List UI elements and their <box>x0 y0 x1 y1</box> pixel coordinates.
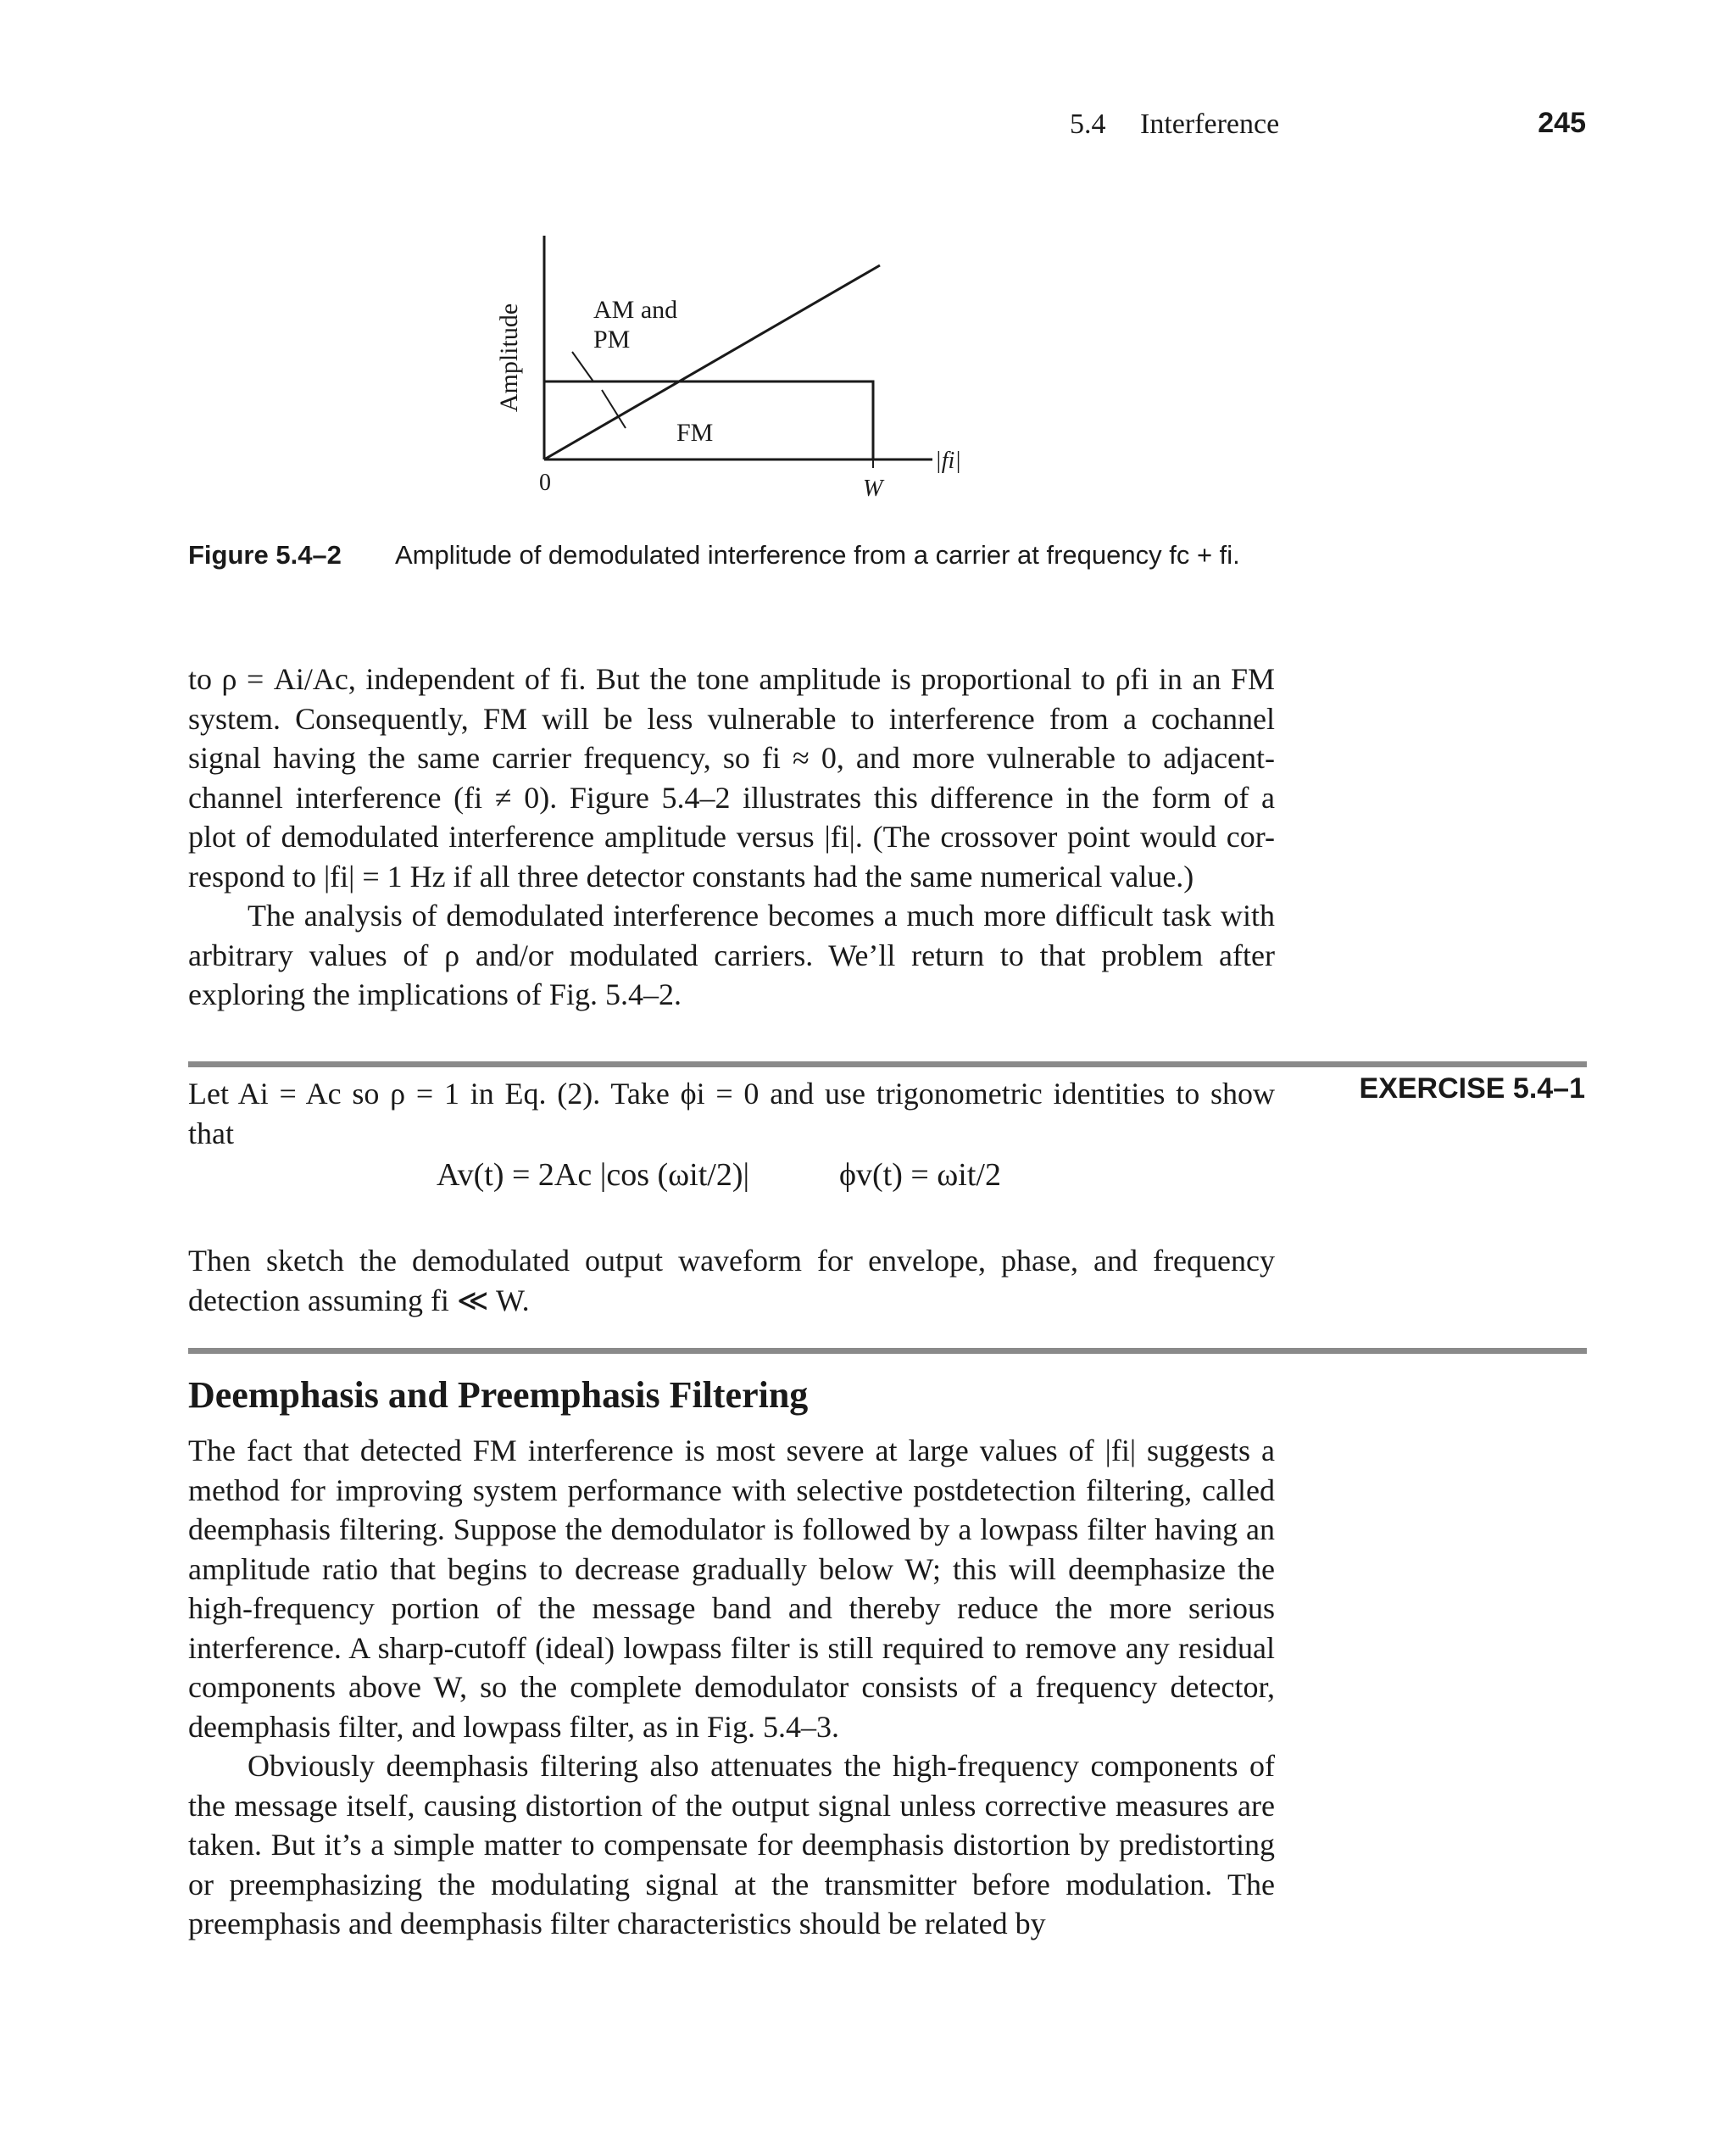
fm-leader <box>602 390 626 428</box>
running-head-section-title: Interference <box>1140 109 1280 140</box>
fm-label: FM <box>676 419 714 447</box>
paragraph-2 <box>188 896 1275 1015</box>
page-number: 245 <box>1538 107 1586 139</box>
x-axis-label: |fi| <box>935 448 961 474</box>
section-heading: Deemphasis and Preemphasis Filtering <box>188 1374 809 1416</box>
exercise-label: EXERCISE 5.4–1 <box>1359 1072 1585 1105</box>
paragraph-1-line: respond to |fi| = 1 Hz if all three detector constants had the same numerical value.) <box>188 859 1194 894</box>
exercise-line-2: that <box>188 1116 234 1150</box>
figure-plot <box>475 220 1000 509</box>
exercise-followup <box>188 1241 1275 1320</box>
exercise-equation-1: Av(t) = 2Ac |cos (ωit/2)| <box>437 1157 750 1193</box>
section-paragraph-2: Obviously deemphasis filtering also attenuates the high-frequency components of the message itself, causing distortion of the output signal unless corrective measures are taken. But it’s a simple matter to compensate for deemphasis distortion by predistorting or preemphasizing the modulating signal at the transmitter before modulation. The preemphasis and deemphasis filter characteristics should be related by <box>188 1749 1275 1940</box>
section-paragraph-1: The fact that detected FM interference is most severe at large values of |fi| suggests a method for improving system performance with selective postdetection filtering, called deemphasis filtering. Suppose the demodulator is followed by a lowpass filter having an amplitude ratio that begins to decrease gradually below W; this will deemphasize the high-frequency portion of the message band and thereby reduce the more serious interference. A sharp-cutoff (ideal) lowpass filter is still required to remove any residual components above W, so the complete demodulator consists of a frequency detector, deemphasis filter, and lowpass filter, as in Fig. 5.4–3. <box>188 1434 1275 1744</box>
exercise-body <box>188 1074 1275 1153</box>
y-axis-label: Amplitude <box>495 303 523 413</box>
paragraph-1-line: channel interference (fi ≠ 0). Figure 5.4–2 illustrates this difference in the form of a <box>188 780 1275 815</box>
paragraph-1-line: to ρ = Ai/Ac, independent of fi. But the tone amplitude is proportional to ρfi in an FM <box>188 662 1275 696</box>
section-body <box>188 1431 1275 1944</box>
paragraph-1-line: system. Consequently, FM will be less vulnerable to interference from a cochannel <box>188 701 1275 736</box>
am-pm-label-line2: PM <box>593 326 631 354</box>
origin-label: 0 <box>539 470 551 496</box>
paragraph-2-text: The analysis of demodulated interference becomes a much more difficult task with arbitrary values of ρ and/or modulated carriers. We’ll return to that problem after exploring the implications of Fig. 5.4–2. <box>188 899 1275 1011</box>
paragraph-1-line: signal having the same carrier frequency, so fi ≈ 0, and more vulnerable to adjacent- <box>188 741 1275 775</box>
figure-caption-text: Amplitude of demodulated interference from a carrier at frequency fc + fi. <box>395 540 1240 570</box>
am-pm-leader <box>572 352 593 381</box>
exercise-followup-text: Then sketch the demodulated output waveform for envelope, phase, and frequency detection assuming fi ≪ W. <box>188 1244 1275 1317</box>
exercise-bottom-rule <box>188 1348 1587 1354</box>
paragraph-1-line: plot of demodulated interference amplitude versus |fi|. (The crossover point would cor- <box>188 820 1275 854</box>
exercise-top-rule <box>188 1061 1587 1067</box>
paragraph-1 <box>188 660 1275 896</box>
w-label: W <box>863 476 883 502</box>
figure-caption-label: Figure 5.4–2 <box>188 540 342 570</box>
exercise-equation-2: ϕv(t) = ωit/2 <box>839 1157 1001 1193</box>
exercise-line-1: Let Ai = Ac so ρ = 1 in Eq. (2). Take ϕi = 0 and use trigonometric identities to show <box>188 1077 1275 1111</box>
am-pm-label-line1: AM and <box>593 296 678 324</box>
running-head-section-number: 5.4 <box>1070 109 1106 140</box>
